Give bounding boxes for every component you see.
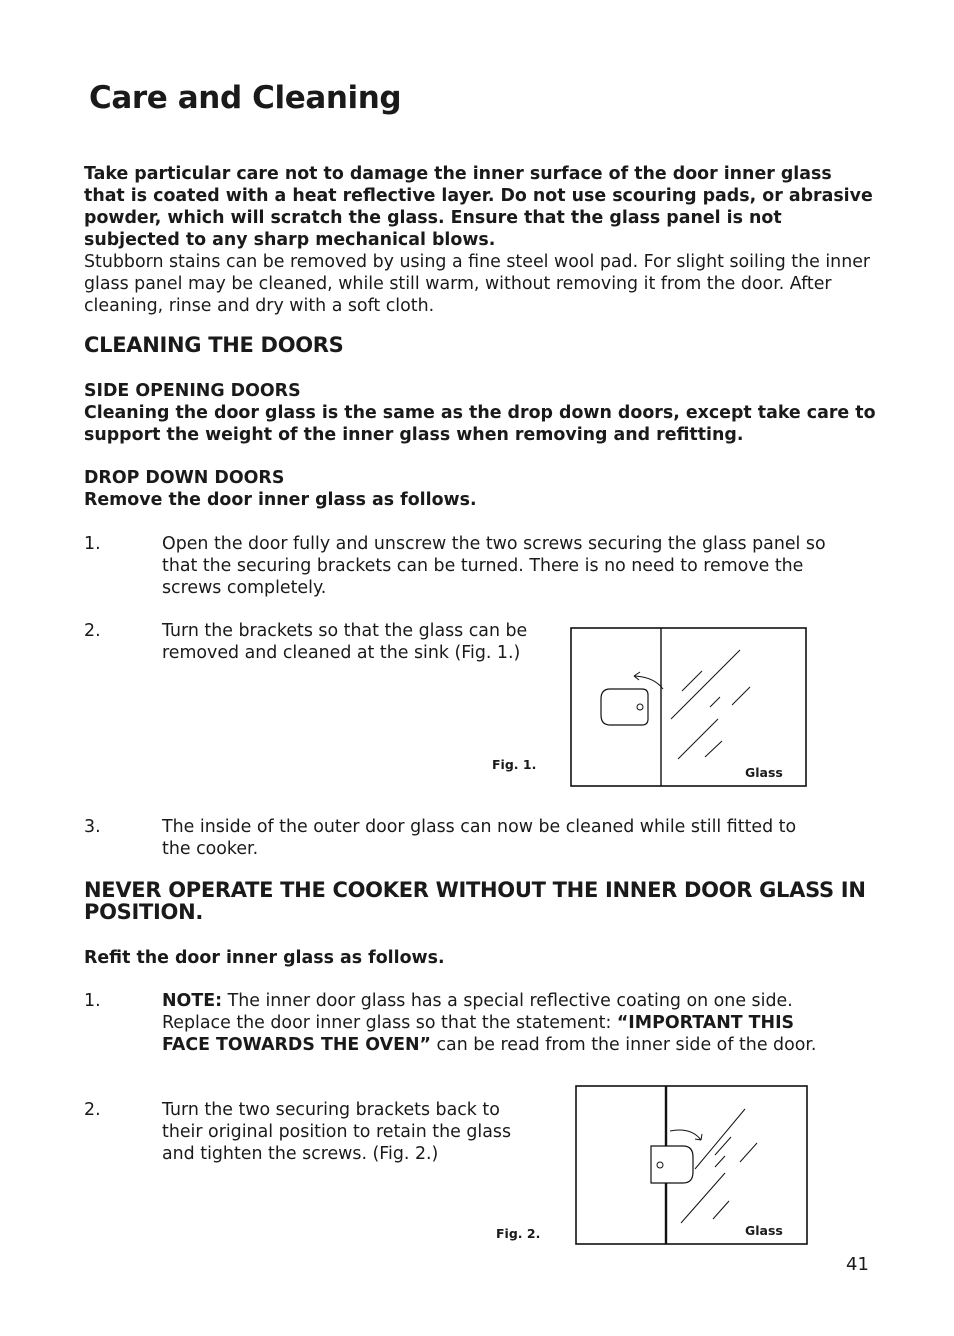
- side-opening-text: Cleaning the door glass is the same as the drop down doors, except take care to support the weight of the inner glass when removing and refitting.: [84, 403, 876, 445]
- refit-note-text-a: The inner door glass has a special reflective coating on one side. Replace the door inner glass so that the statement:: [162, 991, 793, 1033]
- page-number: 41: [846, 1254, 869, 1275]
- refit-step-2-number: 2.: [84, 1100, 101, 1120]
- remove-step-1-text: Open the door fully and unscrew the two screws securing the glass panel so that the securing brackets can be turned. There is no need to remove the screws completely.: [162, 534, 826, 598]
- refit-heading: Refit the door inner glass as follows.: [84, 948, 445, 968]
- remove-step-2-number: 2.: [84, 621, 101, 641]
- fig1-label: Fig. 1.: [492, 757, 537, 772]
- refit-step-2-text: Turn the two securing brackets back to their original position to retain the glass and tighten the screws. (Fig. 2.): [162, 1100, 512, 1164]
- drop-down-heading: DROP DOWN DOORS: [84, 468, 285, 488]
- fig2-diagram: [575, 1085, 809, 1246]
- refit-note-quote: “IMPORTANT THIS FACE TOWARDS THE OVEN”: [162, 1013, 795, 1055]
- intro-body: Stubborn stains can be removed by using a fine steel wool pad. For slight soiling the inner glass panel may be cleaned, while still warm, without removing it from the door. After cleaning, rinse and dry with a soft cloth.: [84, 252, 871, 316]
- refit-step-1-number: 1.: [84, 991, 101, 1011]
- refit-step-1-text: [162, 990, 817, 1056]
- never-operate-warning: NEVER OPERATE THE COOKER WITHOUT THE INNER DOOR GLASS IN POSITION.: [84, 878, 866, 924]
- cleaning-doors-heading: CLEANING THE DOORS: [84, 333, 344, 357]
- remove-step-3-text: The inside of the outer door glass can now be cleaned while still fitted to the cooker.: [162, 817, 797, 859]
- page-title: Care and Cleaning: [89, 80, 402, 116]
- drop-down-text: Remove the door inner glass as follows.: [84, 490, 477, 510]
- side-opening-heading: SIDE OPENING DOORS: [84, 381, 301, 401]
- refit-note-label: NOTE:: [162, 991, 223, 1011]
- fig2-glass-label: Glass: [745, 1223, 783, 1238]
- intro-warning: Take particular care not to damage the inner surface of the door inner glass that is coated with a heat reflective layer. Do not use scouring pads, or abrasive powder, which will scratch the glass. Ensure that the glass panel is not subjected to any sharp mechanical blows.: [84, 164, 873, 250]
- fig2-label: Fig. 2.: [496, 1226, 541, 1241]
- remove-step-1-number: 1.: [84, 534, 101, 554]
- remove-step-2-text: Turn the brackets so that the glass can be removed and cleaned at the sink (Fig. 1.): [162, 621, 528, 663]
- intro-section: [84, 163, 874, 317]
- fig1-diagram: [570, 627, 808, 788]
- remove-step-3-number: 3.: [84, 817, 101, 837]
- fig1-glass-label: Glass: [745, 765, 783, 780]
- refit-note-text-b: can be read from the inner side of the door.: [430, 1035, 817, 1055]
